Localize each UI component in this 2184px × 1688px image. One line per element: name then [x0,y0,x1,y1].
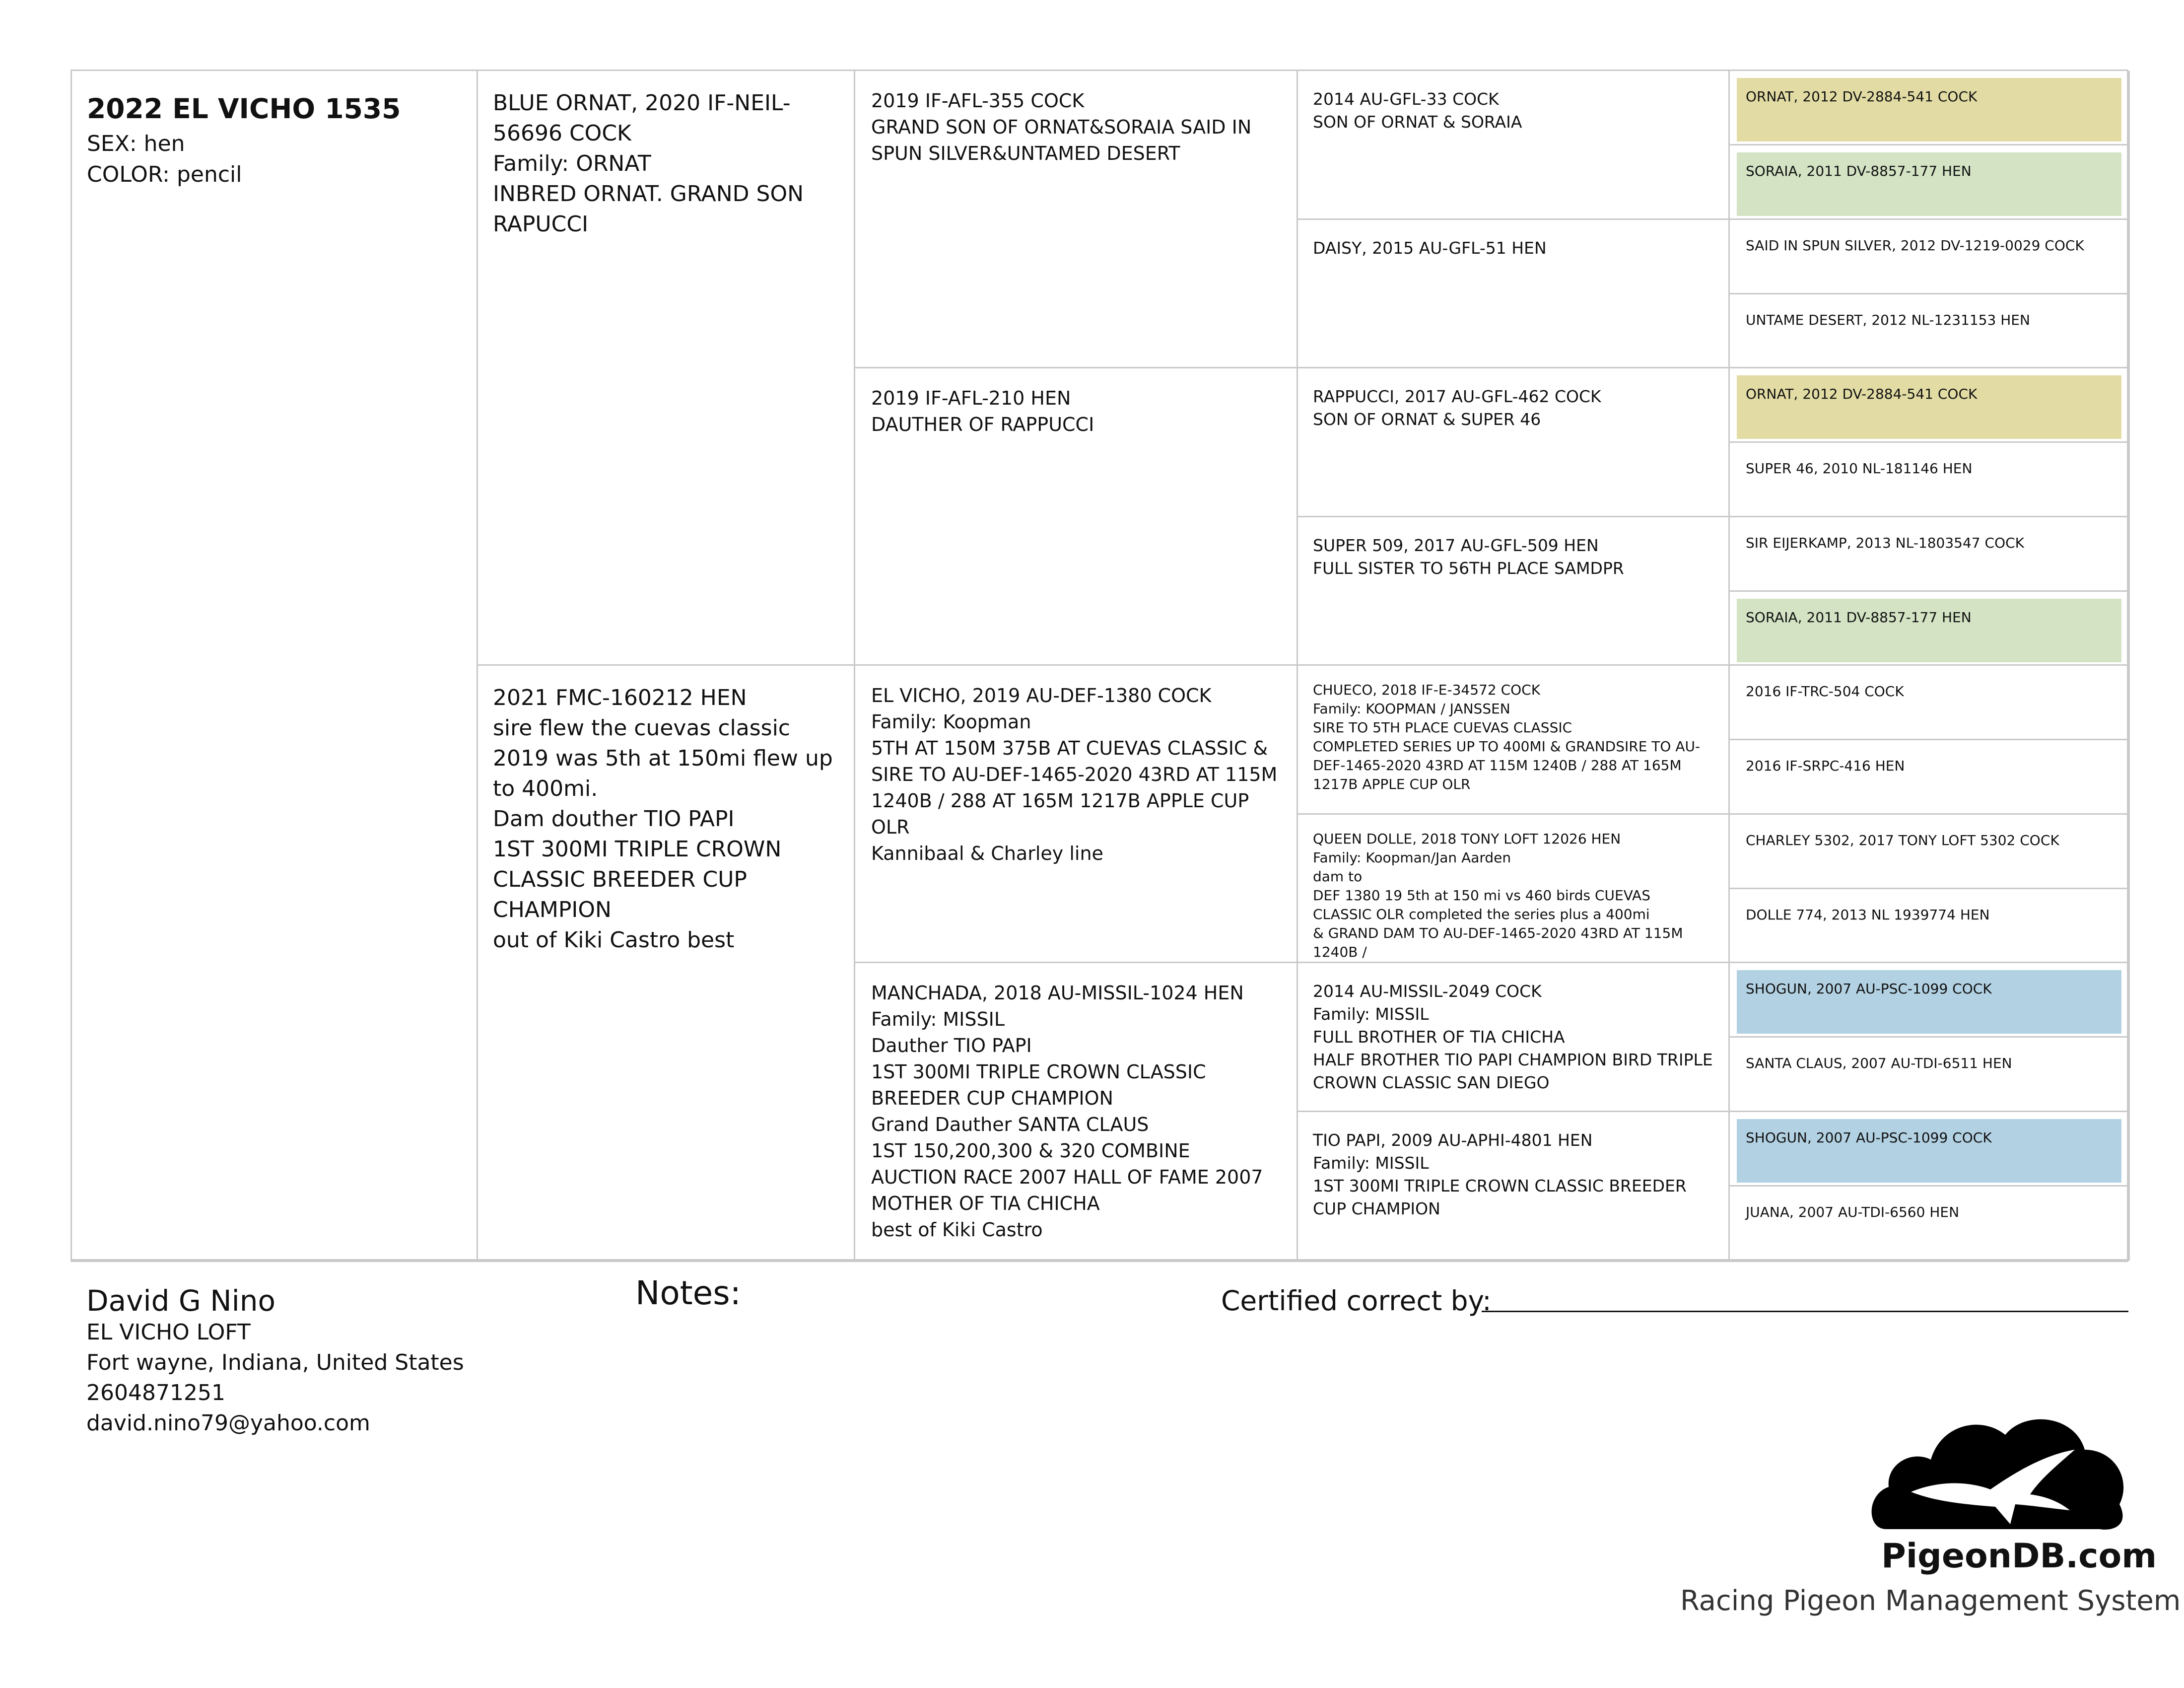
gen4-label-14: SANTA CLAUS, 2007 AU-TDI-6511 HEN [1737,1045,2121,1108]
subject-cell [72,71,478,1261]
gen4-label-5: ORNAT, 2012 DV-2884-541 COCK [1737,375,2121,439]
gen4-label-12: DOLLE 774, 2013 NL 1939774 HEN [1737,896,2121,960]
gen4-cell-4 [1730,294,2130,368]
pigeondb-logo-icon [1866,1380,2134,1544]
gen2-cell-3: EL VICHO, 2019 AU-DEF-1380 COCK Family: Koopman 5TH AT 150M 375B AT CUEVAS CLASSIC & SIRE TO AU-DEF-1465-2020 43RD AT 115M 1240B / 288 AT 165M 1217B APPLE CUP OLR Kannibaal & Charley line [855,666,1298,963]
gen3-cell-1: 2014 AU-GFL-33 COCK SON OF ORNAT & SORAIA [1298,71,1730,220]
gen2-cell-2: 2019 IF-AFL-210 HEN DAUTHER OF RAPPUCCI [855,368,1298,666]
gen4-cell-8 [1730,592,2130,666]
subject-sex: SEX: hen [87,131,185,156]
gen4-cell-14 [1730,1038,2130,1112]
signature-line [1482,1311,2128,1312]
owner-phone: 2604871251 [86,1380,225,1406]
notes-label: Notes: [635,1274,741,1312]
gen4-cell-15 [1730,1112,2130,1187]
brand-name: PigeonDB.com [1881,1537,2157,1576]
gen3-cell-3: RAPPUCCI, 2017 AU-GFL-462 COCK SON OF ORNAT & SUPER 46 [1298,368,1730,517]
subject-color: COLOR: pencil [87,162,242,187]
gen4-label-7: SIR EIJERKAMP, 2013 NL-1803547 COCK [1737,524,2121,588]
gen2-cell-1: 2019 IF-AFL-355 COCK GRAND SON OF ORNAT&SORAIA SAID IN SPUN SILVER&UNTAMED DESERT [855,71,1298,368]
gen4-label-8: SORAIA, 2011 DV-8857-177 HEN [1737,599,2121,662]
gen4-cell-6 [1730,443,2130,517]
gen4-label-16: JUANA, 2007 AU-TDI-6560 HEN [1737,1194,2121,1257]
gen4-cell-7 [1730,517,2130,592]
gen2-cell-4: MANCHADA, 2018 AU-MISSIL-1024 HEN Family: MISSIL Dauther TIO PAPI 1ST 300MI TRIPLE CROWN CLASSIC BREEDER CUP CHAMPION Grand Dauther SANTA CLAUS 1ST 150,200,300 & 320 COMBINE AUCTION RACE 2007 HALL OF FAME 2007 MOTHER OF TIA CHICHA best of Kiki Castro [855,963,1298,1261]
brand-tagline: Racing Pigeon Management System [1680,1585,2181,1617]
gen4-cell-10 [1730,740,2130,815]
gen4-label-1: ORNAT, 2012 DV-2884-541 COCK [1737,78,2121,141]
gen4-cell-16 [1730,1187,2130,1261]
gen3-cell-6: QUEEN DOLLE, 2018 TONY LOFT 12026 HEN Family: Koopman/Jan Aarden dam to DEF 1380 19 5th at 150 mi vs 460 birds CUEVAS CLASSIC OLR completed the series plus a 400mi & GRAND DAM TO AU-DEF-1465-2020 43RD AT 115M 1240B / [1298,815,1730,963]
gen4-label-15: SHOGUN, 2007 AU-PSC-1099 COCK [1737,1119,2121,1183]
gen4-label-9: 2016 IF-TRC-504 COCK [1737,673,2121,736]
gen4-cell-2 [1730,145,2130,220]
gen3-cell-8: TIO PAPI, 2009 AU-APHI-4801 HEN Family: MISSIL 1ST 300MI TRIPLE CROWN CLASSIC BREEDER CUP CHAMPION [1298,1112,1730,1261]
gen4-cell-9 [1730,666,2130,740]
owner-location: Fort wayne, Indiana, United States [86,1350,464,1375]
pedigree-grid [70,70,2128,1262]
gen4-cell-5 [1730,368,2130,443]
gen3-cell-7: 2014 AU-MISSIL-2049 COCK Family: MISSIL FULL BROTHER OF TIA CHICHA HALF BROTHER TIO PAPI CHAMPION BIRD TRIPLE CROWN CLASSIC SAN DIEGO [1298,963,1730,1112]
gen3-cell-2: DAISY, 2015 AU-GFL-51 HEN [1298,220,1730,368]
gen4-label-4: UNTAME DESERT, 2012 NL-1231153 HEN [1737,301,2121,365]
owner-name: David G Nino [86,1284,276,1318]
gen4-label-13: SHOGUN, 2007 AU-PSC-1099 COCK [1737,970,2121,1034]
gen3-cell-5: CHUECO, 2018 IF-E-34572 COCK Family: KOOPMAN / JANSSEN SIRE TO 5TH PLACE CUEVAS CLASSIC COMPLETED SERIES UP TO 400MI & GRANDSIRE TO AU-DEF-1465-2020 43RD AT 115M 1240B / 288 AT 165M 1217B APPLE CUP OLR [1298,666,1730,815]
owner-loft: EL VICHO LOFT [86,1320,251,1345]
gen4-label-10: 2016 IF-SRPC-416 HEN [1737,747,2121,811]
gen4-label-6: SUPER 46, 2010 NL-181146 HEN [1737,450,2121,513]
gen4-cell-3 [1730,220,2130,294]
gen3-cell-4: SUPER 509, 2017 AU-GFL-509 HEN FULL SISTER TO 56TH PLACE SAMDPR [1298,517,1730,666]
dam-cell: 2021 FMC-160212 HEN sire flew the cuevas classic 2019 was 5th at 150mi flew up to 400mi. Dam douther TIO PAPI 1ST 300MI TRIPLE CROWN CLASSIC BREEDER CUP CHAMPION out of Kiki Castro best [478,666,855,1261]
gen4-cell-12 [1730,889,2130,963]
subject-title: 2022 EL VICHO 1535 [87,93,401,125]
certified-label: Certified correct by: [1221,1285,1492,1317]
gen4-cell-1 [1730,71,2130,145]
gen4-cell-11 [1730,815,2130,889]
owner-email: david.nino79@yahoo.com [86,1410,370,1436]
gen4-label-3: SAID IN SPUN SILVER, 2012 DV-1219-0029 COCK [1737,227,2121,290]
sire-cell: BLUE ORNAT, 2020 IF-NEIL-56696 COCK Family: ORNAT INBRED ORNAT. GRAND SON RAPUCCI [478,71,855,666]
gen4-label-11: CHARLEY 5302, 2017 TONY LOFT 5302 COCK [1737,822,2121,885]
gen4-cell-13 [1730,963,2130,1038]
gen4-label-2: SORAIA, 2011 DV-8857-177 HEN [1737,152,2121,216]
